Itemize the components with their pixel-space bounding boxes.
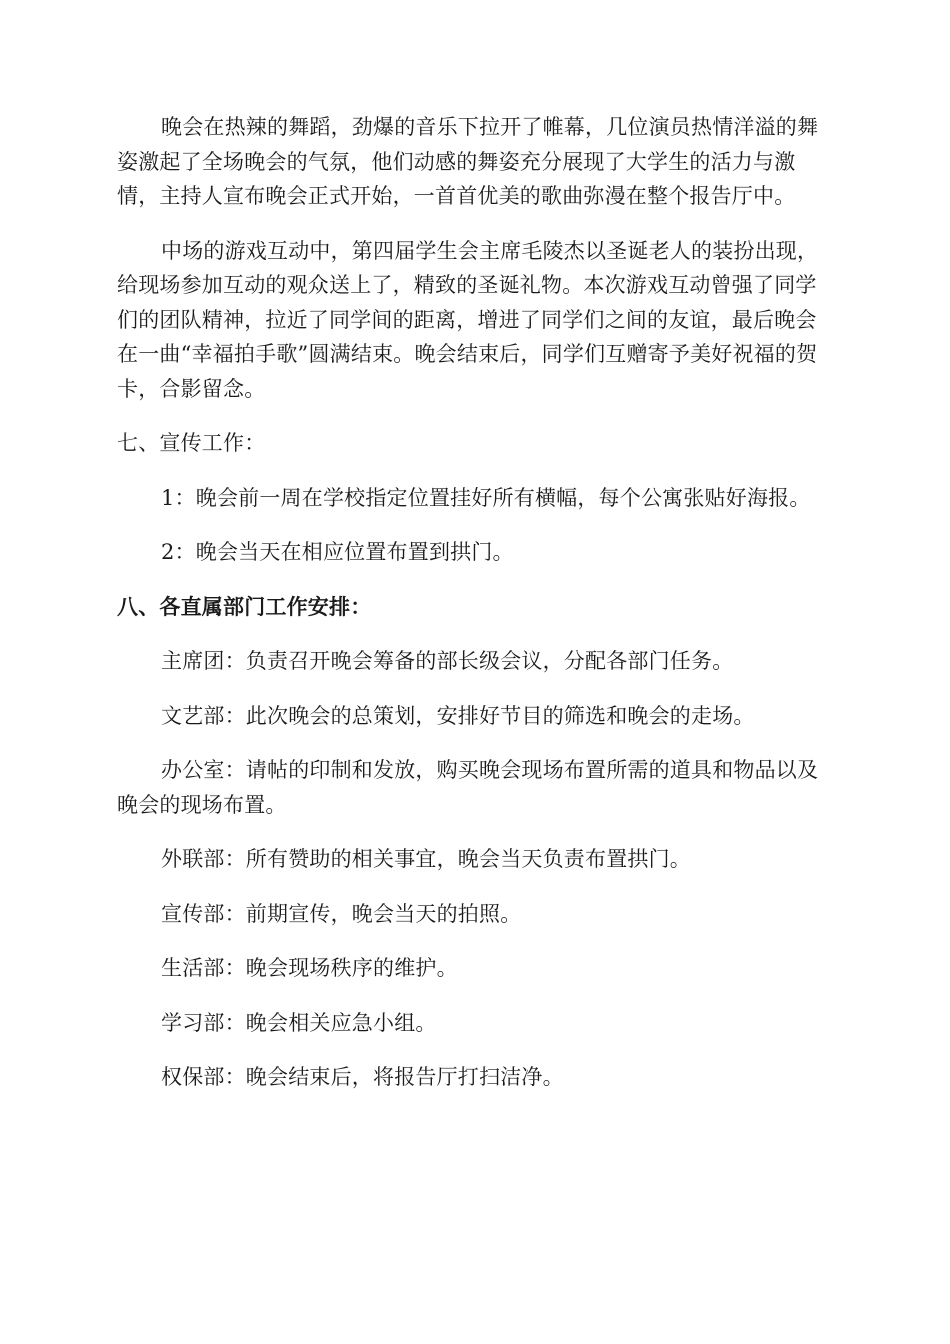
paragraph-opening: 晚会在热辣的舞蹈，劲爆的音乐下拉开了帷幕，几位演员热情洋溢的舞姿激起了全场晚会的气氛，他们动感的舞姿充分展现了大学生的活力与激情，主持人宣布晚会正式开始，一首首优美的歌曲弥漫在整个报告厅中。 — [117, 115, 819, 208]
section-8-item: 生活部：晚会现场秩序的维护。 — [161, 956, 458, 980]
section-8-item: 权保部：晚会结束后，将报告厅打扫洁净。 — [161, 1065, 564, 1089]
section-7-item: 1：晚会前一周在学校指定位置挂好所有横幅，每个公寓张贴好海报。 — [161, 485, 811, 510]
section-7-item: 2：晚会当天在相应位置布置到拱门。 — [161, 540, 514, 564]
section-8-heading: 八、各直属部门工作安排： — [117, 593, 372, 619]
section-8-item: 学习部：晚会相关应急小组。 — [161, 1010, 437, 1035]
section-8-item: 主席团：负责召开晚会筹备的部长级会议，分配各部门任务。 — [161, 649, 734, 673]
section-8-item: 办公室：请帖的印制和发放，购买晚会现场布置所需的道具和物品以及晚会的现场布置。 — [117, 758, 819, 817]
section-8-item: 宣传部：前期宣传，晚会当天的拍照。 — [161, 901, 522, 926]
paragraph-interaction: 中场的游戏互动中，第四届学生会主席毛陵杰以圣诞老人的装扮出现，给现场参加互动的观众送上了，精致的圣诞礼物。本次游戏互动曾强了同学们的团队精神，拉近了同学间的距离，增进了同学们之间的友谊，最后晚会在一曲“幸福拍手歌”圆满结束。晚会结束后，同学们互赠寄予美好祝福的贺卡，合影留念。 — [117, 238, 819, 401]
section-8-item: 外联部：所有赞助的相关事宜，晚会当天负责布置拱门。 — [161, 847, 691, 871]
section-8-item: 文艺部：此次晚会的总策划，安排好节目的筛选和晚会的走场。 — [161, 703, 755, 728]
section-7-heading: 七、宣传工作： — [117, 431, 266, 455]
